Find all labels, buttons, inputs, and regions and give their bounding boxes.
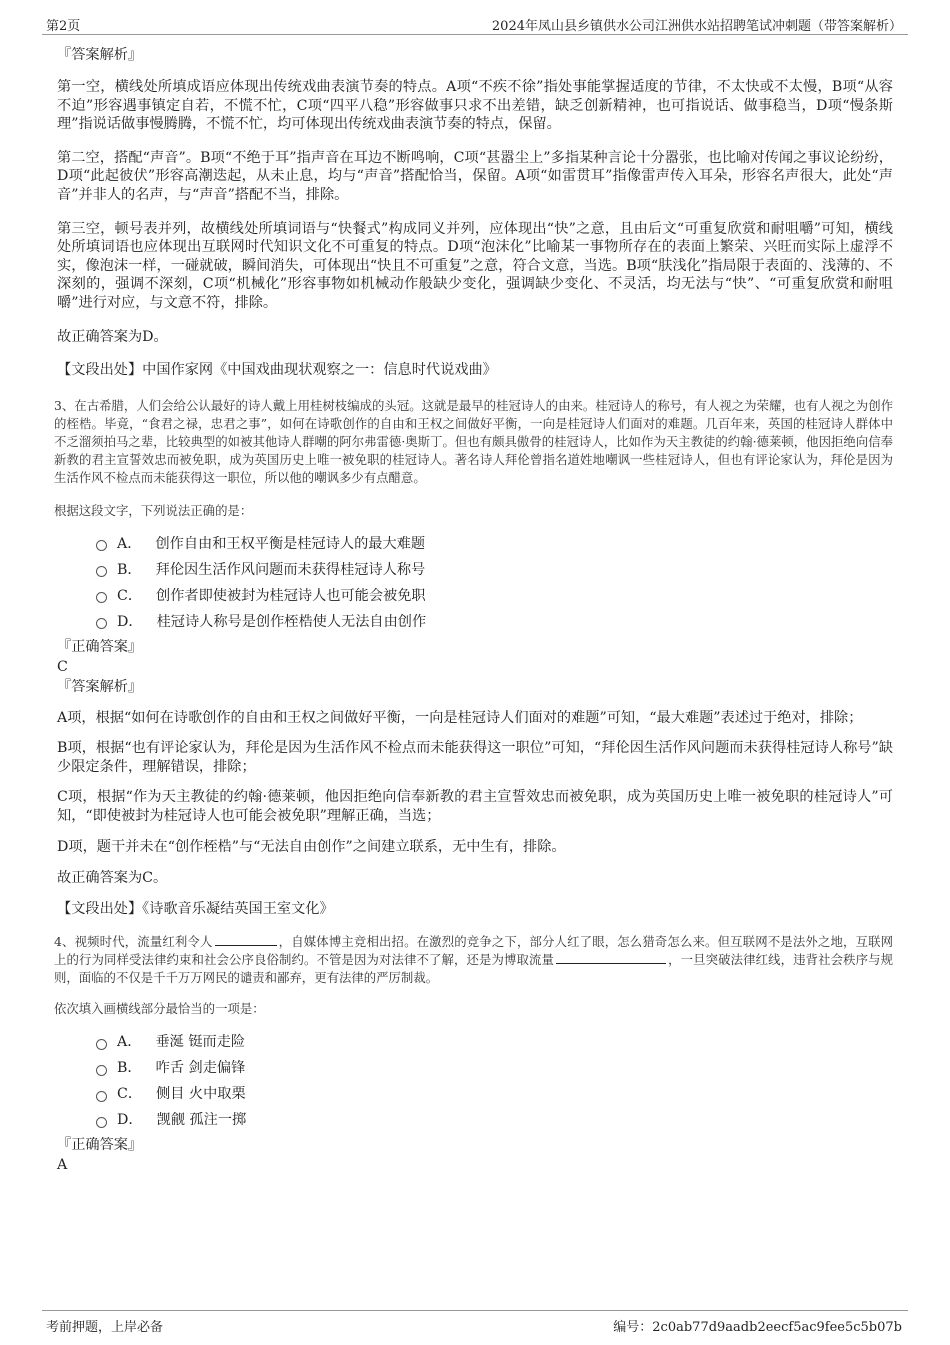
radio-icon[interactable] xyxy=(96,1065,107,1076)
correct-answer: C xyxy=(57,658,68,675)
correct-answer: A xyxy=(57,1157,68,1174)
document-title: 2024年凤山县乡镇供水公司江洲供水站招聘笔试冲刺题（带答案解析） xyxy=(491,19,902,34)
source: 【文段出处】《诗歌音乐凝结英国王室文化》 xyxy=(57,901,334,918)
radio-icon[interactable] xyxy=(96,566,107,577)
option-a[interactable]: A． 创作自由和王权平衡是桂冠诗人的最大难题 xyxy=(96,531,893,557)
source: 【文段出处】中国作家网《中国戏曲现状观察之一：信息时代说戏曲》 xyxy=(57,361,497,378)
option-c[interactable]: C． 创作者即使被封为桂冠诗人也可能会被免职 xyxy=(96,583,893,609)
option-c[interactable]: C． 侧目 火中取栗 xyxy=(96,1081,893,1107)
question-4-options xyxy=(57,1029,893,1133)
footer-slogan: 考前押题，上岸必备 xyxy=(46,1320,164,1335)
page-content xyxy=(54,44,894,1175)
conclusion: 故正确答案为D。 xyxy=(57,328,168,345)
option-d[interactable]: D． 桂冠诗人称号是创作桎梏使人无法自由创作 xyxy=(96,609,893,635)
radio-icon[interactable] xyxy=(96,540,107,551)
conclusion: 故正确答案为C。 xyxy=(57,870,168,887)
blank-2 xyxy=(556,951,666,964)
correct-answer-label: 『正确答案』 xyxy=(57,638,143,655)
page-number: 第2页 xyxy=(46,19,81,34)
analysis-paragraph-1: 第一空，横线处所填成语应体现出传统戏曲表演节奏的特点。A项“不疾不徐”指处事能掌握适度的节律，不太快或不太慢，B项“从容不迫”形容遇事镇定自若，不慌不忙，C项“四平八稳”形容做事只求不出差错，缺乏创新精神，也可指说话、做事稳当，D项“慢条斯理”指说话做事慢腾腾，不慌不忙，均可体现出传统戏曲表演节奏的特点，保留。 xyxy=(57,79,893,133)
radio-icon[interactable] xyxy=(96,618,107,629)
correct-answer-label: 『正确答案』 xyxy=(57,1137,143,1154)
question-4-text: 4、视频时代，流量红利令人 ，自媒体博主竞相出招。在激烈的竞争之下，部分人红了眼，怎么猎奇怎么来。但互联网不是法外之地，互联网上的行为同样受法律约束和社会公序良俗制约。不管是因为对法律不了解，还是为博取流量 ，一旦突破法律红线，违背社会秩序与规则，面临的不仅是千千万万网民的谴责和鄙弃，更有法律的严厉制裁。 xyxy=(54,934,894,986)
radio-icon[interactable] xyxy=(96,1039,107,1050)
radio-icon[interactable] xyxy=(96,592,107,603)
question-4-prompt: 依次填入画横线部分最恰当的一项是： xyxy=(54,1001,265,1017)
analysis-d: D项，题干并未在“创作桎梏”与“无法自由创作”之间建立联系，无中生有，排除。 xyxy=(57,838,566,855)
question-3-prompt: 根据这段文字，下列说法正确的是： xyxy=(54,502,253,518)
blank-1 xyxy=(215,933,277,946)
analysis-label: 『答案解析』 xyxy=(57,47,143,63)
option-a[interactable]: A． 垂涎 铤而走险 xyxy=(96,1029,893,1055)
document-id: 编号：2c0ab77d9aadb2eecf5ac9fee5c5b07b xyxy=(613,1320,902,1335)
option-b[interactable]: B． 拜伦因生活作风问题而未获得桂冠诗人称号 xyxy=(96,557,893,583)
analysis-c: C项，根据“作为天主教徒的约翰·德莱顿，他因拒绝向信奉新教的君主宣誓效忠而被免职，成为英国历史上唯一被免职的桂冠诗人”可知，“即使被封为桂冠诗人也可能会被免职”理解正确，当选； xyxy=(57,789,893,824)
radio-icon[interactable] xyxy=(96,1091,107,1102)
question-3-text: 3、在古希腊，人们会给公认最好的诗人戴上用桂树枝编成的头冠。这就是最早的桂冠诗人的由来。桂冠诗人的称号，有人视之为荣耀，也有人视之为创作的桎梏。毕竟，“食君之禄，忠君之事”，如何在诗歌创作的自由和王权之间做好平衡，一向是桂冠诗人们面对的难题。几百年来，英国的桂冠诗人群体中不乏溜须拍马之辈，比较典型的如被其他诗人群嘲的阿尔弗雷德·奥斯丁。但也有颇具傲骨的桂冠诗人，比如作为天主教徒的约翰·德莱顿，他因拒绝向信奉新教的君主宣誓效忠而被免职，成为英国历史上唯一被免职的桂冠诗人。著名诗人拜伦曾指名道姓地嘲讽一些桂冠诗人，但也有评论家认为，拜伦是因为生活作风不检点而未能获得这一职位，所以他的嘲讽多少有点醋意。 xyxy=(54,397,893,485)
question-3-options xyxy=(57,531,893,635)
analysis-paragraph-2: 第二空，搭配“声音”。B项“不绝于耳”指声音在耳边不断鸣响，C项“甚嚣尘上”多指某种言论十分嚣张，也比喻对传闻之事议论纷纷，D项“此起彼伏”形容高潮迭起，从未止息，均与“声音”搭配恰当，保留。A项“如雷贯耳”指像雷声传入耳朵，形容名声很大，此处“声音”并非人的名声，与“声音”搭配不当，排除。 xyxy=(57,149,893,203)
option-d[interactable]: D． 觊觎 孤注一掷 xyxy=(96,1107,893,1133)
page-footer xyxy=(42,1310,908,1337)
analysis-paragraph-3: 第三空，顿号表并列，故横线处所填词语与“快餐式”构成同义并列，应体现出“快”之意，且由后文“可重复欣赏和耐咀嚼”可知，横线处所填词语也应体现出互联网时代知识文化不可重复的特点。D项“泡沫化”比喻某一事物所存在的表面上繁荣、兴旺而实际上虚浮不实，像泡沫一样，一碰就破，瞬间消失，可体现出“快且不可重复”之意，符合文意，当选。B项“肤浅化”指局限于表面的、浅薄的、不深刻的，强调不深刻，C项“机械化”形容事物如机械动作般缺少变化，强调缺少变化、不灵活，均无法与“快”、“可重复欣赏和耐咀嚼”进行对应，与文意不符，排除。 xyxy=(57,220,893,311)
analysis-label: 『答案解析』 xyxy=(57,678,143,695)
option-b[interactable]: B． 咋舌 剑走偏锋 xyxy=(96,1055,893,1081)
analysis-a: A项，根据“如何在诗歌创作的自由和王权之间做好平衡，一向是桂冠诗人们面对的难题”可知，“最大难题”表述过于绝对，排除； xyxy=(57,709,863,726)
page-header xyxy=(42,12,908,35)
analysis-b: B项，根据“也有评论家认为，拜伦是因为生活作风不检点而未能获得这一职位”可知，“拜伦因生活作风问题而未获得桂冠诗人称号”缺少限定条件，理解错误，排除； xyxy=(57,740,893,775)
radio-icon[interactable] xyxy=(96,1117,107,1128)
